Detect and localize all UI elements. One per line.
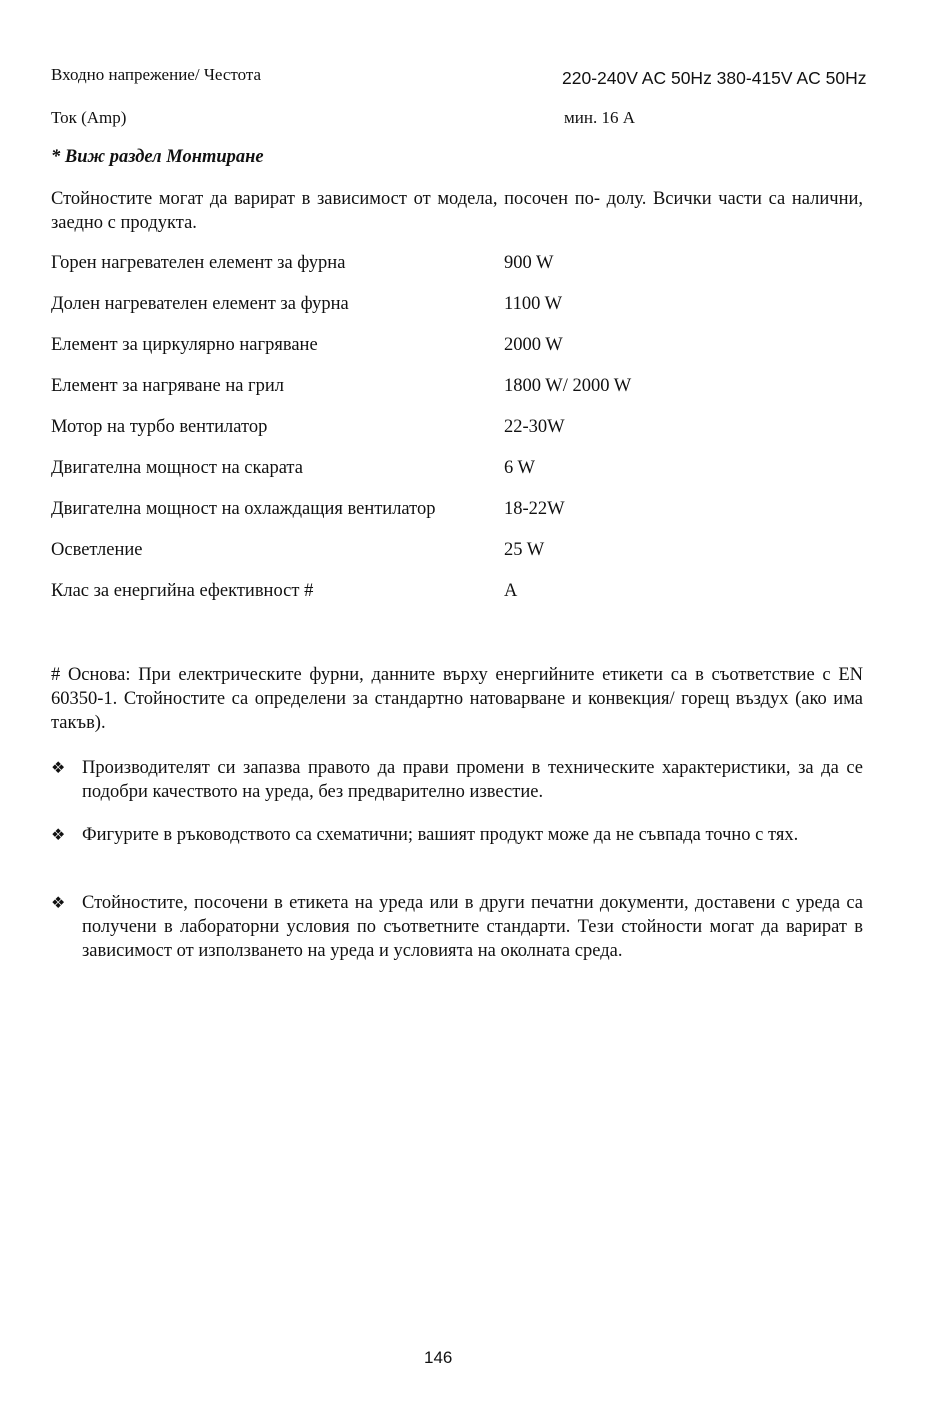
spec-label: Мотор на турбо вентилатор <box>51 417 268 437</box>
list-item <box>51 891 863 963</box>
spec-value: 6 W <box>504 458 536 478</box>
diamond-bullet-icon: ❖ <box>51 758 66 777</box>
diamond-bullet-icon: ❖ <box>51 893 66 912</box>
list-item <box>51 756 863 804</box>
current-label: Ток (Amp) <box>51 108 127 127</box>
spec-value: 2000 W <box>504 335 563 355</box>
intro-paragraph: Стойностите могат да варират в зависимост от модела, посочен по- долу. Всички части са налични, заедно с продукта. <box>51 189 863 233</box>
spec-label: Двигателна мощност на скарата <box>51 458 303 478</box>
spec-label: Осветление <box>51 540 143 560</box>
page-number: 146 <box>424 1348 453 1367</box>
spec-value: 18-22W <box>504 499 565 519</box>
list-item <box>51 823 863 847</box>
basis-paragraph: # Основа: При електрическите фурни, данните върху енергийните етикети са в съответствие с EN 60350-1. Стойностите са определени за стандартно натоварване и конвекция/ горещ въздух (ако има такъв). <box>51 665 863 733</box>
spec-label: Долен нагревателен елемент за фурна <box>51 294 349 314</box>
spec-value: 22-30W <box>504 417 565 437</box>
spec-value: A <box>504 581 518 601</box>
spec-label: Клас за енергийна ефективност # <box>51 581 314 601</box>
voltage-value: 220-240V AC 50Hz 380-415V AC 50Hz <box>562 68 867 88</box>
spec-value: 1800 W/ 2000 W <box>504 376 632 396</box>
bullet-text: Фигурите в ръководството са схематични; вашият продукт може да не съвпада точно с тях. <box>82 825 799 845</box>
spec-value: 1100 W <box>504 294 563 314</box>
diamond-bullet-icon: ❖ <box>51 825 66 844</box>
install-note: * Виж раздел Монтиране <box>51 147 264 167</box>
current-value: мин. 16 А <box>564 108 635 127</box>
spec-label: Горен нагревателен елемент за фурна <box>51 253 346 273</box>
spec-value: 25 W <box>504 540 545 560</box>
bullet-text: Производителят си запазва правото да прави промени в техническите характеристики, за да се подобри качеството на уреда, без предварително известие. <box>82 758 863 802</box>
bullet-text: Стойностите, посочени в етикета на уреда или в други печатни документи, доставени с уреда са получени в лабораторни условия по съответните стандарти. Тези стойности могат да варират в зависимост от използването на уреда и условията на околната среда. <box>82 893 863 961</box>
voltage-label: Входно напрежение/ Честота <box>51 65 262 84</box>
spec-label: Елемент за нагряване на грил <box>51 376 285 396</box>
spec-label: Елемент за циркулярно нагряване <box>51 335 318 355</box>
spec-label: Двигателна мощност на охлаждащия вентилатор <box>51 499 436 519</box>
spec-value: 900 W <box>504 253 554 273</box>
